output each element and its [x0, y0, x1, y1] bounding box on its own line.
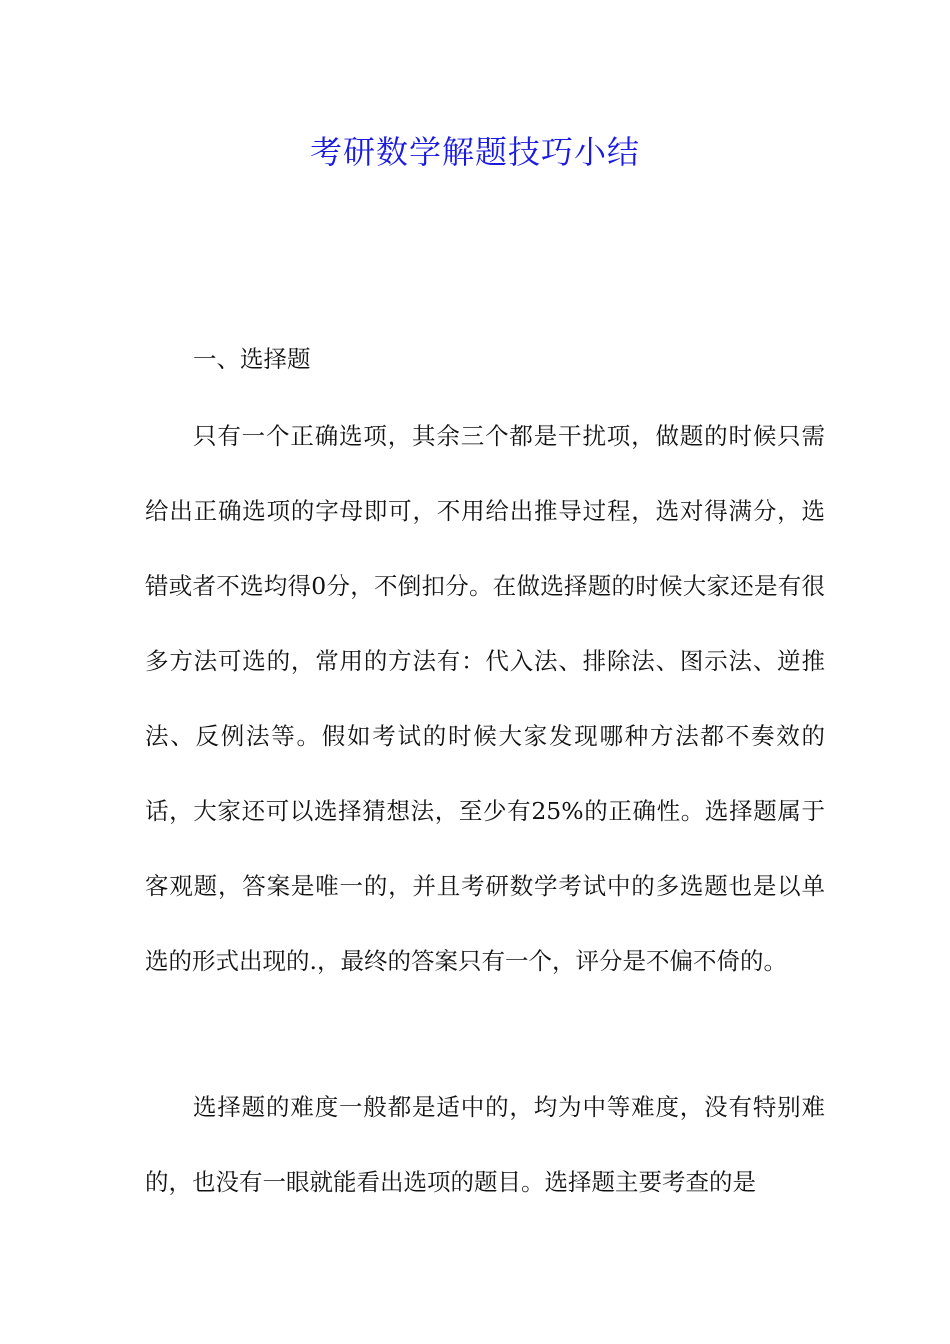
page-title: 考研数学解题技巧小结	[309, 133, 640, 171]
paragraph-1: 只有一个正确选项，其余三个都是干扰项，做题的时候只需给出正确选项的字母即可，不用给出推导过程，选对得满分，选错或者不选均得0分，不倒扣分。在做选择题的时候大家还是有很多方法可选的，常用的方法有：代入法、排除法、图示法、逆推法、反例法等。假如考试的时候大家发现哪种方法都不奏效的话，大家还可以选择猜想法，至少有25%的正确性。选择题属于客观题，答案是唯一的，并且考研数学考试中的多选题也是以单选的形式出现的.，最终的答案只有一个，评分是不偏不倚的。	[145, 422, 825, 975]
section-heading: 一、选择题	[193, 345, 311, 373]
paragraph-2: 选择题的难度一般都是适中的，均为中等难度，没有特别难的，也没有一眼就能看出选项的题目。选择题主要考查的是	[145, 1093, 825, 1196]
